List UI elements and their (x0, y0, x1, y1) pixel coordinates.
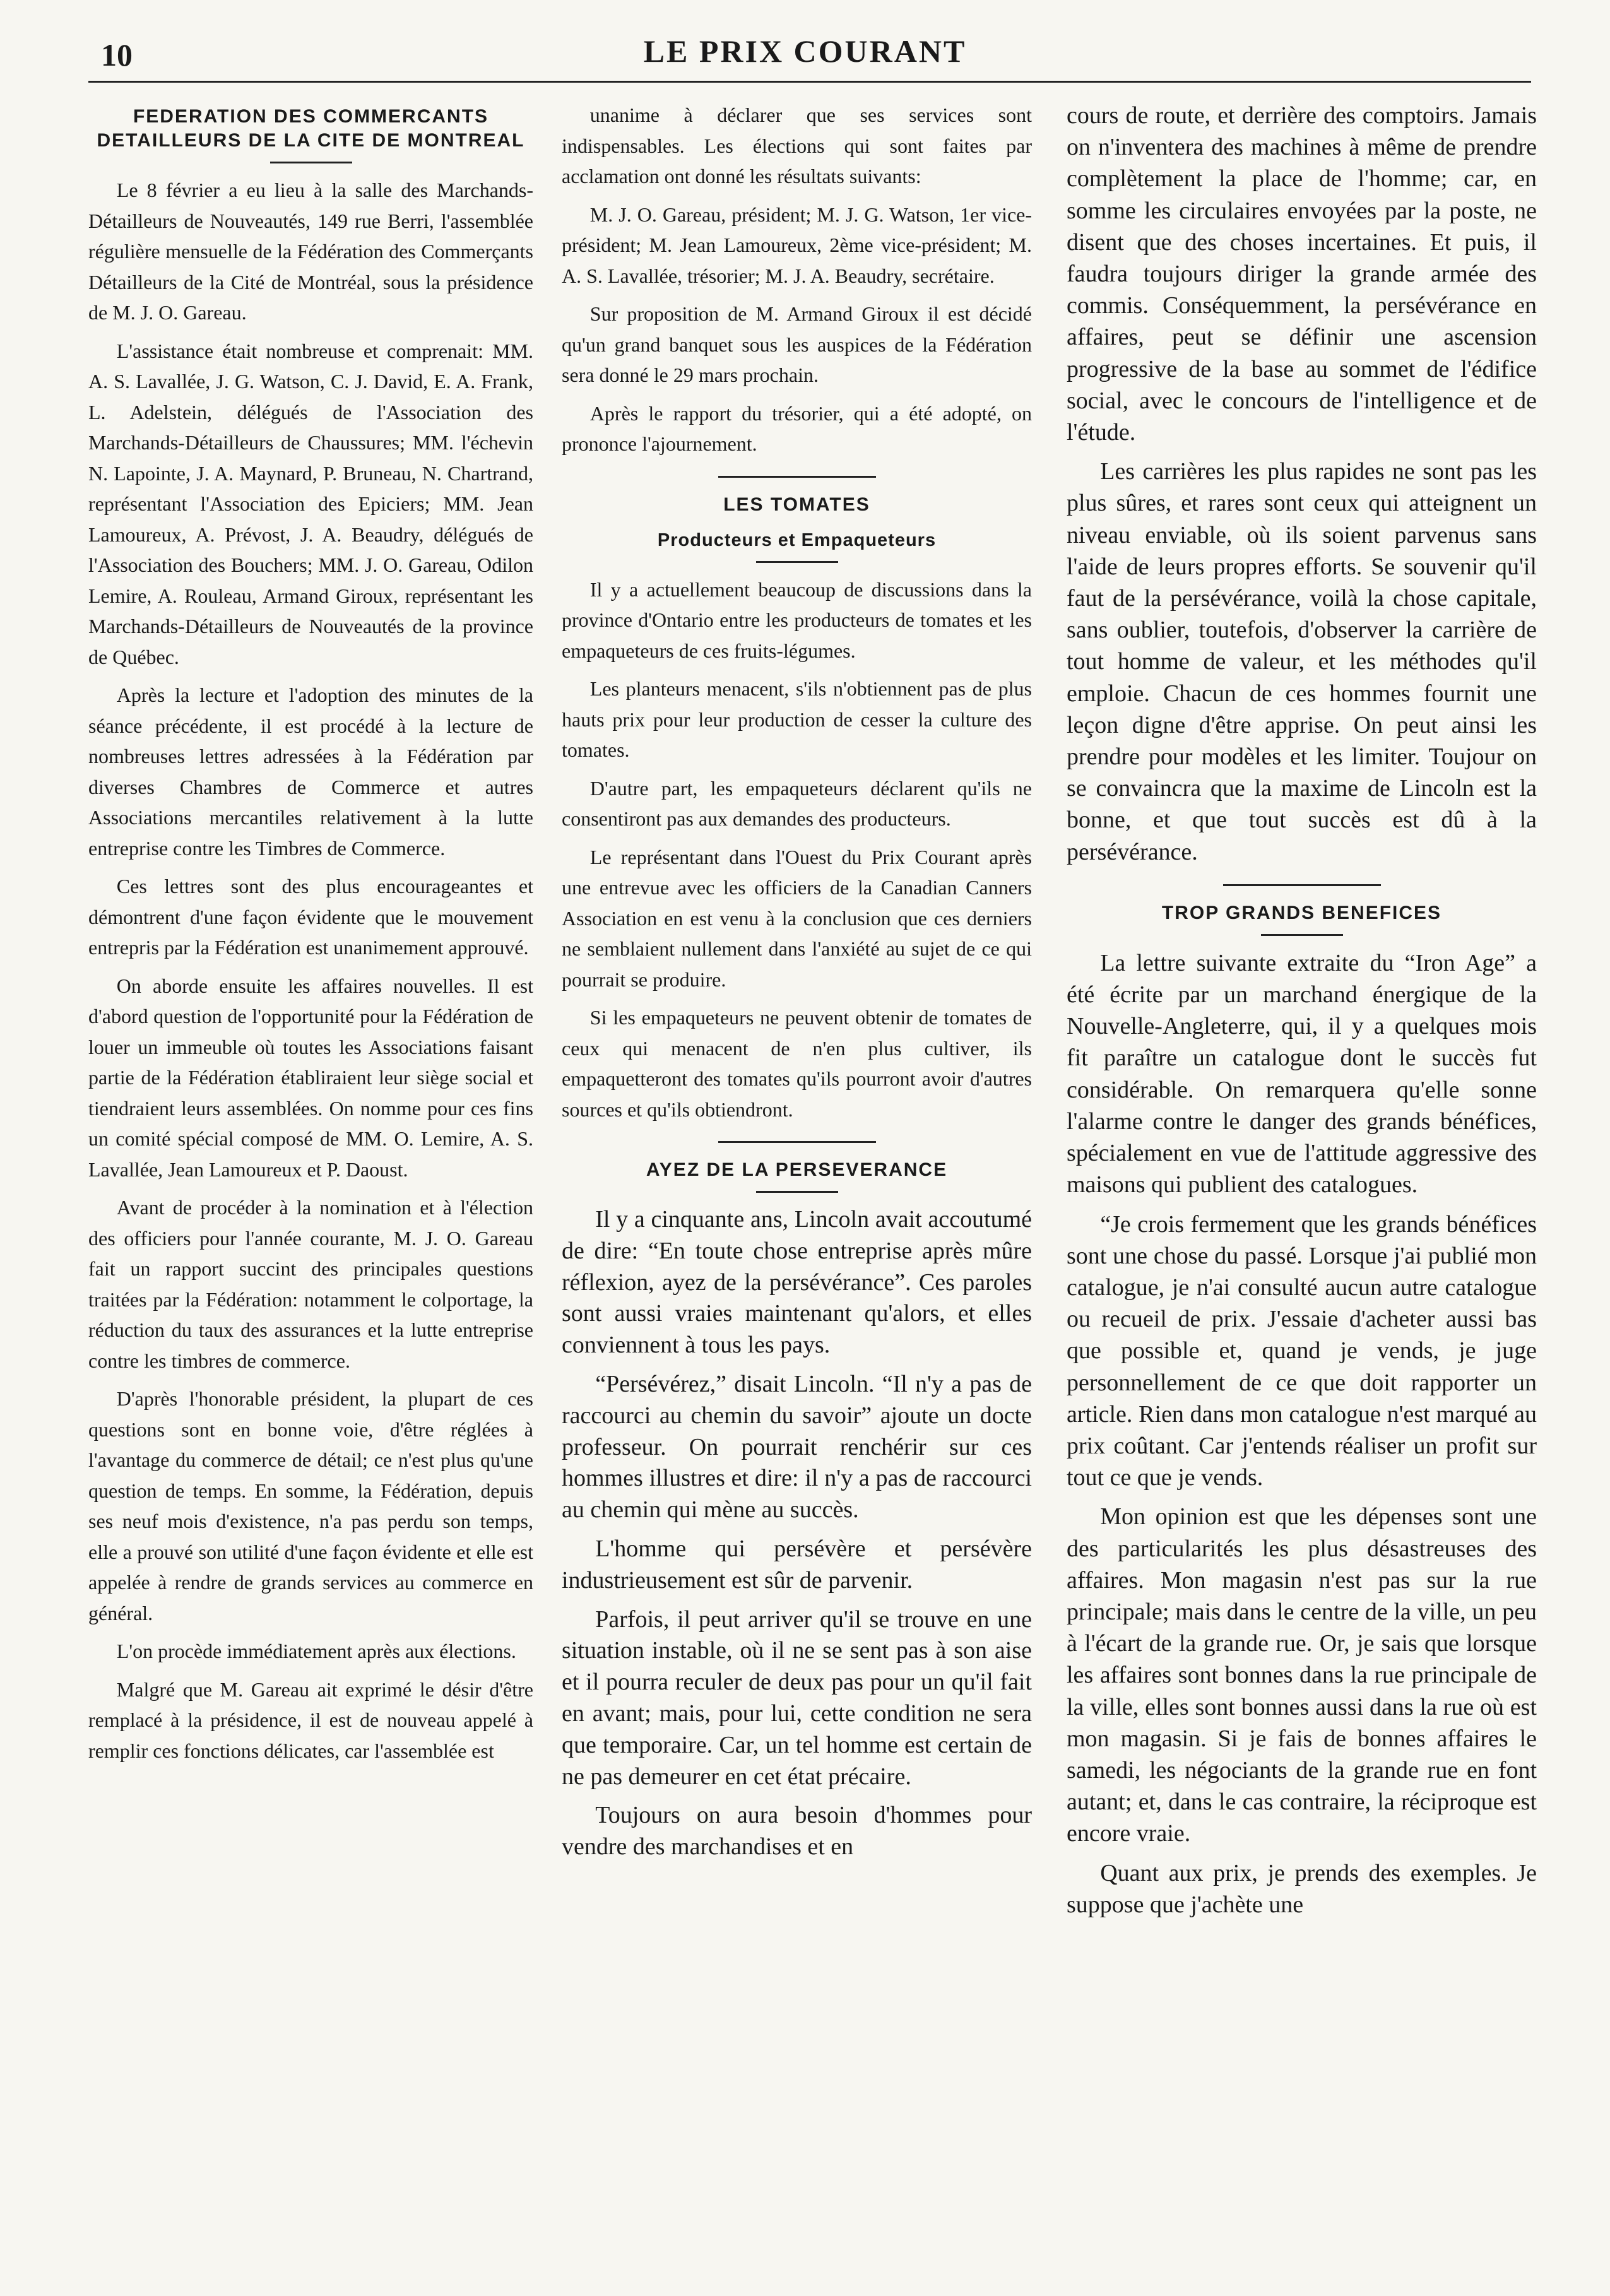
article-heading-perseverance: AYEZ DE LA PERSEVERANCE (646, 1159, 948, 1180)
paragraph: Sur proposition de M. Armand Giroux il est décidé qu'un grand banquet sous les auspices de la Fédération sera donné le 29 mars prochain. (562, 302, 1032, 386)
article-perseverance (562, 1158, 1032, 1863)
paragraph: On aborde ensuite les affaires nouvelles. Il est d'abord question de l'opportunité pour la Fédération de louer un immeuble où toutes les Associations faisant partie de la Fédération établiraient leur siège social et tiendraient leurs assemblées. On nomme pour ces fins un comité spécial composé de MM. O. Lemire, A. S. Lavallée, Jean Lamoureux et P. Daoust. (88, 974, 533, 1181)
paragraph: La lettre suivante extraite du “Iron Age” a été écrite par un marchand énergique de la Nouvelle-Angleterre, qui, il y a quelques mois fit paraître un catalogue dont le succès fut considérable. On remarquera qu'elle sonne l'alarme contre le danger des grands bénéfices, spécialement en vue de l'attitude aggressive des maisons qui publient des catalogues. (1067, 949, 1537, 1198)
paragraph: Avant de procéder à la nomination et à l'élection des officiers pour l'année courante, M. J. O. Gareau fait un rapport succint des principales questions traitées par la Fédération: notamment le colportage, la réduction du taux des assurances et la lutte entreprise contre les timbres de commerce. (88, 1196, 533, 1372)
section-divider (718, 476, 876, 478)
heading-rule (756, 1191, 838, 1193)
paragraph: L'assistance était nombreuse et comprenait: MM. A. S. Lavallée, J. G. Watson, C. J. David, E. A. Frank, L. Adelstein, délégués de l'Association des Marchands-Détailleurs de Chaussures; MM. l'échevin N. Lapointe, J. A. Maynard, P. Bruneau, N. Chartrand, représentant l'Association des Epiciers; MM. Jean Lamoureux, A. Prévost, J. A. Beaudry, délégués de l'Association des Bouchers; MM. J. O. Gareau, Odilon Lemire, A. Rouleau, Armand Giroux, représentant les Marchands-Détailleurs de Nouveautés de la province de Québec. (88, 339, 533, 668)
federation-continued (562, 100, 1032, 459)
article-subheading-tomates: Producteurs et Empaqueteurs (657, 530, 937, 550)
paragraph: M. J. O. Gareau, président; M. J. G. Watson, 1er vice-président; M. Jean Lamoureux, 2ème vice-président; M. A. S. Lavallée, trésorier; M. J. A. Beaudry, secrétaire. (562, 203, 1032, 287)
paragraph: D'autre part, les empaqueteurs déclarent qu'ils ne consentiront pas aux demandes des producteurs. (562, 776, 1032, 830)
article-heading-federation: FEDERATION DES COMMERCANTS DETAILLEURS DE LA CITE DE MONTREAL (97, 106, 525, 151)
paragraph: Les planteurs menacent, s'ils n'obtiennent pas de plus hauts prix pour leur production de cesser la culture des tomates. (562, 677, 1032, 761)
paragraph: Le représentant dans l'Ouest du Prix Courant après une entrevue avec les officiers de la Canadian Canners Association en est venu à la conclusion que ces derniers ne semblaient nullement dans l'anxiété au sujet de ce qui pourrait se produire. (562, 845, 1032, 991)
paragraph: “Je crois fermement que les grands bénéfices sont une chose du passé. Lorsque j'ai publié mon catalogue, je n'ai consulté aucun autre catalogue ou recueil de prix. J'essaie d'acheter aussi bas que possible et, quand je vends, je juge personnellement de ce que doit rapporter un article. Rien dans mon catalogue n'est marqué au prix coûtant. Car j'entends réaliser un profit sur tout ce que je vends. (1067, 1210, 1537, 1491)
paragraph: Après la lecture et l'adoption des minutes de la séance précédente, il est procédé à la lecture de nombreuses lettres adressées à la Fédération par diverses Chambres de Commerce et autres Associations mercantiles relativement à la lutte entreprise contre les Timbres de Commerce. (88, 683, 533, 860)
paragraph: Après le rapport du trésorier, qui a été adopté, on prononce l'ajournement. (562, 401, 1032, 455)
left-column (88, 100, 533, 2258)
heading-rule (1261, 934, 1343, 936)
paragraph: Quant aux prix, je prends des exemples. Je suppose que j'achète une (1067, 1859, 1537, 1918)
paragraph: Le 8 février a eu lieu à la salle des Marchands-Détailleurs de Nouveautés, 149 rue Berri, l'assemblée régulière mensuelle de la Fédération des Commerçants Détailleurs de la Cité de Montréal, sous la présidence de M. J. O. Gareau. (88, 179, 533, 324)
paragraph: Ces lettres sont des plus encourageantes et démontrent d'une façon évidente que le mouvement entrepris par la Fédération est unanimement approuvé. (88, 875, 533, 959)
paragraph: Si les empaqueteurs ne peuvent obtenir de tomates de ceux qui menacent de n'en plus cultiver, ils empaquetteront des tomates qu'ils pourront avoir d'autres sources et qu'ils obtiendront. (562, 1006, 1032, 1121)
heading-rule (756, 561, 838, 563)
paragraph: unanime à déclarer que ses services sont indispensables. Les élections qui sont faites par acclamation ont donné les résultats suivants: (562, 104, 1032, 187)
perseverance-continued (1067, 100, 1537, 868)
paragraph: Malgré que M. Gareau ait exprimé le désir d'être remplacé à la présidence, il est de nouveau appelé à remplir ces fonctions délicates, car l'assemblée est (88, 1678, 533, 1762)
heading-rule (270, 162, 352, 163)
section-divider (1223, 884, 1381, 886)
paragraph: L'homme qui persévère et persévère industrieusement est sûr de parvenir. (562, 1535, 1032, 1594)
paragraph: Mon opinion est que les dépenses sont une des particularités les plus désastreuses des affaires. Mon magasin n'est pas sur la rue principale; mais dans le centre de la ville, un peu à l'écart de la grande rue. Or, je sais que lorsque les affaires sont bonnes dans la rue principale de la ville, elles sont bonnes aussi dans la rue où est mon magasin. Si je fais de bonnes affaires le samedi, les négociants de la grande rue en font autant; et, dans le cas contraire, la réciproque est encore vraie. (1067, 1503, 1537, 1847)
journal-title: LE PRIX COURANT (643, 33, 967, 69)
article-heading-tomates: LES TOMATES (723, 494, 870, 515)
article-benefices (1067, 901, 1537, 1920)
page-number: 10 (101, 37, 133, 73)
middle-column (562, 100, 1032, 2258)
section-divider (718, 1141, 876, 1143)
paragraph: L'on procède immédiatement après aux élections. (116, 1640, 516, 1662)
paragraph: “Persévérez,” disait Lincoln. “Il n'y a pas de raccourci au chemin du savoir” ajoute un docte professeur. On pourrait renchérir sur ces hommes illustres et dire: il n'y a pas de raccourci au chemin qui mène au succès. (562, 1370, 1032, 1524)
article-heading-benefices: TROP GRANDS BENEFICES (1161, 902, 1442, 923)
article-tomates (562, 493, 1032, 1125)
paragraph: D'après l'honorable président, la plupart de ces questions sont en bonne voie, d'être réglées à l'avantage du commerce de détail; ce n'est plus qu'une question de temps. En somme, la Fédération, depuis ses neuf mois d'existence, n'a pas perdu son temps, elle a prouvé son utilité d'une façon évidente et elle est appelée à rendre de grands services au commerce en général. (88, 1387, 533, 1624)
header-rule (88, 81, 1531, 83)
right-column (1067, 100, 1537, 2258)
paragraph: Parfois, il peut arriver qu'il se trouve en une situation instable, où il ne se sent pas à son aise et il pourra reculer de deux pas pour un qu'il fait en avant; mais, pour lui, cette condition ne sera que temporaire. Car, un tel homme est certain de ne pas demeurer en cet état précaire. (562, 1606, 1032, 1790)
paragraph: Il y a actuellement beaucoup de discussions dans la province d'Ontario entre les producteurs de tomates et les empaqueteurs de ces fruits-légumes. (562, 577, 1032, 662)
paragraph: Il y a cinquante ans, Lincoln avait accoutumé de dire: “En toute chose entreprise après mûre réflexion, ayez de la persévérance”. Ces paroles sont aussi vraies maintenant qu'alors, et elles conviennent à tous les pays. (562, 1206, 1032, 1359)
paragraph: Les carrières les plus rapides ne sont pas les plus sûres, et rares sont ceux qui atteignent un niveau enviable, où ils soient parvenus sans l'aide de leurs propres efforts. Se souvenir qu'il faut de la persévérance, voilà la chose capitale, sans oublier, toutefois, d'observer la carrière de tout homme de valeur, et les méthodes qu'il emploie. Chacun de ces hommes fournit une leçon digne d'être apprise. On peut ainsi les prendre pour modèles et les limiter. Toujour on se convaincra que la maxime de Lincoln est la bonne, et que tout succès est dû à la persévérance. (1067, 458, 1537, 865)
paragraph: Toujours on aura besoin d'hommes pour vendre des marchandises et en (562, 1802, 1032, 1861)
paragraph: cours de route, et derrière des comptoirs. Jamais on n'inventera des machines à même de prendre complètement la place de l'homme; car, en somme les circulaires envoyées par la poste, ne disent que des choses incertaines. Et puis, il faudra toujours diriger la grande armée des commis. Conséquemment, la persévérance en affaires, peut se définir une ascension progressive de la base au sommet de l'édifice social, avec le concours de l'intelligence et de l'étude. (1067, 102, 1537, 446)
